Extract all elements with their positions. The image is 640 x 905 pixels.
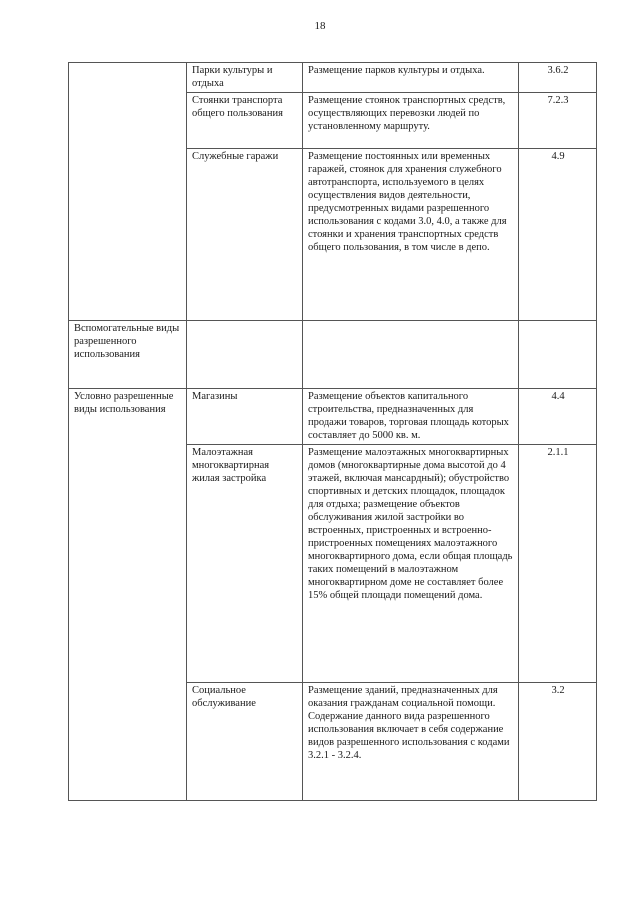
table-row: [69, 389, 597, 445]
use-description-cell: Размещение объектов капитального строительства, предназначенных для продажи товаров, торговая площадь которых составляет до 5000 кв. м.: [303, 389, 519, 445]
use-description-cell: Размещение зданий, предназначенных для оказания гражданам социальной помощи. Содержание данного вида разрешенного использования включает в себя содержание видов разрешенного использования с кодами 3.2.1 - 3.2.4.: [303, 683, 519, 801]
land-use-table: [68, 62, 597, 801]
use-code-cell: 4.9: [519, 149, 597, 321]
use-description-cell: Размещение малоэтажных многоквартирных домов (многоквартирные дома высотой до 4 этажей, включая мансардный); обустройство спортивных и детских площадок, площадок для отдыха; размещение объектов обслуживания жилой застройки во встроенных, пристроенных и встроенно-пристроенных помещениях малоэтажного многоквартирного дома, если общая площадь таких помещений в малоэтажном многоквартирном доме не составляет более 15% общей площади помещений дома.: [303, 445, 519, 683]
use-name-cell: Социальное обслуживание: [187, 683, 303, 801]
category-cell: Вспомогательные виды разрешенного использования: [69, 321, 187, 389]
use-code-cell: 2.1.1: [519, 445, 597, 683]
use-description-cell: [303, 321, 519, 389]
use-name-cell: Магазины: [187, 389, 303, 445]
use-name-cell: Малоэтажная многоквартирная жилая застройка: [187, 445, 303, 683]
category-cell: [69, 63, 187, 321]
table-row: [69, 63, 597, 93]
use-description-cell: Размещение парков культуры и отдыха.: [303, 63, 519, 93]
use-name-cell: Служебные гаражи: [187, 149, 303, 321]
use-code-cell: 7.2.3: [519, 93, 597, 149]
category-cell: Условно разрешенные виды использования: [69, 389, 187, 801]
use-name-cell: Стоянки транспорта общего пользования: [187, 93, 303, 149]
use-name-cell: [187, 321, 303, 389]
use-code-cell: 3.2: [519, 683, 597, 801]
table-row: [69, 321, 597, 389]
use-description-cell: Размещение постоянных или временных гаражей, стоянок для хранения служебного автотранспорта, используемого в целях осуществления видов деятельности, предусмотренных видами разрешенного использования с кодами 3.0, 4.0, а также для стоянки и хранения транспортных средств общего пользования, в том числе в депо.: [303, 149, 519, 321]
use-name-cell: Парки культуры и отдыха: [187, 63, 303, 93]
land-use-table-body: [69, 63, 597, 801]
use-code-cell: 4.4: [519, 389, 597, 445]
page-number: 18: [314, 20, 326, 32]
use-description-cell: Размещение стоянок транспортных средств, осуществляющих перевозки людей по установленному маршруту.: [303, 93, 519, 149]
use-code-cell: 3.6.2: [519, 63, 597, 93]
use-code-cell: [519, 321, 597, 389]
